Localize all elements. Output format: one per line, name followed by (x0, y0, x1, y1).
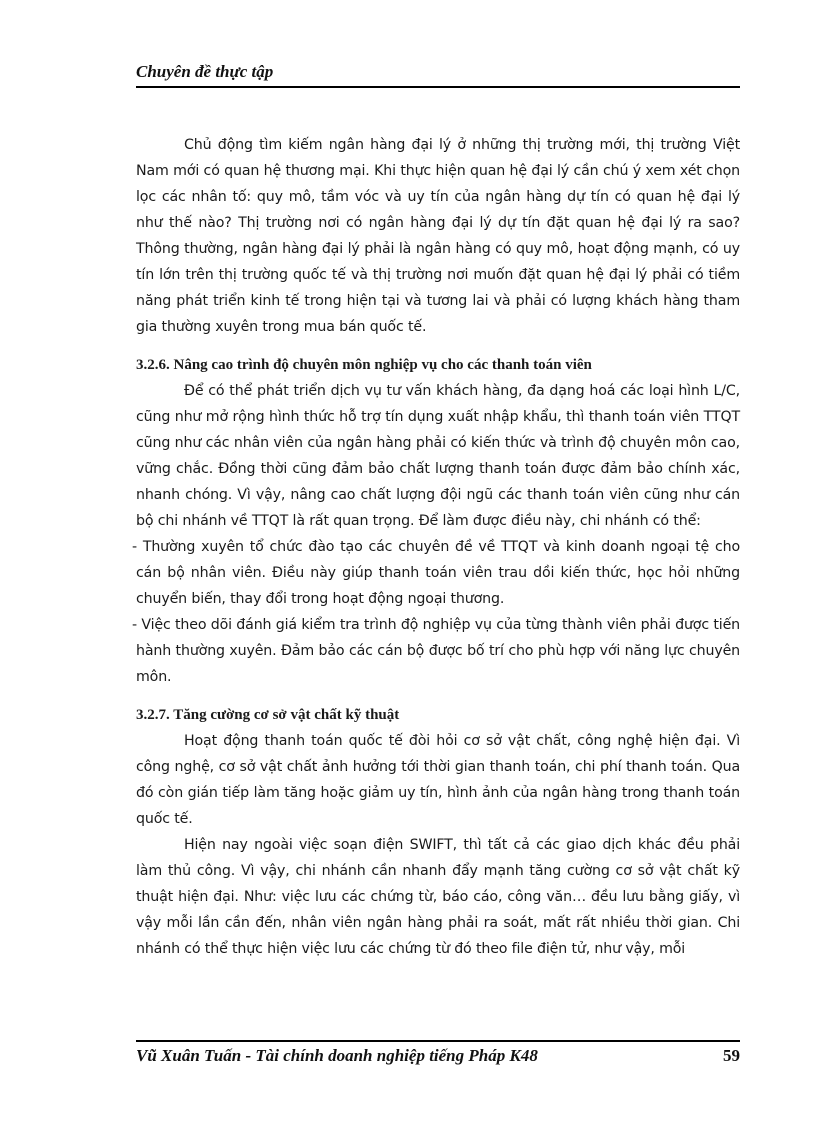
paragraph-staff-training: Để có thể phát triển dịch vụ tư vấn khách hàng, đa dạng hoá các loại hình L/C, cũng như mở rộng hình thức hỗ trợ tín dụng xuất nhập khẩu, thì thanh toán viên TTQT cũng như các nhân viên của ngân hàng phải có kiến thức và trình độ chuyên môn cao, vững chắc. Đồng thời cũng đảm bảo chất lượng thanh toán được đảm bảo chính xác, nhanh chóng. Vì vậy, nâng cao chất lượng đội ngũ các thanh toán viên cũng như cán bộ chi nhánh về TTQT là rất quan trọng. Để làm được điều này, chi nhánh có thể: (136, 383, 740, 529)
section-heading-3-2-6: 3.2.6. Nâng cao trình độ chuyên môn nghiệp vụ cho các thanh toán viên (136, 357, 592, 373)
paragraph-correspondent-banks: Chủ động tìm kiếm ngân hàng đại lý ở những thị trường mới, thị trường Việt Nam mới có quan hệ thương mại. Khi thực hiện quan hệ đại lý cần chú ý xem xét chọn lọc các nhân tố: quy mô, tầm vóc và uy tín của ngân hàng dự tín có quan hệ đại lý như thế nào? Thị trường nơi có ngân hàng đại lý dự tín đặt quan hệ đại lý ra sao? Thông thường, ngân hàng đại lý phải là ngân hàng có quy mô, hoạt động mạnh, có uy tín lớn trên thị trường quốc tế và thị trường nơi muốn đặt quan hệ đại lý phải có tiềm năng phát triển kinh tế trong hiện tại và tương lai và phải có lượng khách hàng tham gia thường xuyên trong mua bán quốc tế. (136, 137, 740, 335)
document-body (132, 132, 740, 962)
page-number: 59 (723, 1046, 740, 1065)
bullet-item-evaluation: - Việc theo dõi đánh giá kiểm tra trình độ nghiệp vụ của từng thành viên phải được tiến hành thường xuyên. Đảm bảo các cán bộ được bố trí cho phù hợp với năng lực chuyên môn. (132, 617, 740, 685)
bullet-item-training: - Thường xuyên tổ chức đào tạo các chuyên đề về TTQT và kinh doanh ngoại tệ cho cán bộ nhân viên. Điều này giúp thanh toán viên trau dồi kiến thức, học hỏi những chuyển biến, thay đổi trong hoạt động ngoại thương. (132, 539, 740, 607)
section-heading-3-2-7: 3.2.7. Tăng cường cơ sở vật chất kỹ thuật (136, 707, 400, 723)
page-header (136, 62, 740, 88)
paragraph-infrastructure: Hoạt động thanh toán quốc tế đòi hỏi cơ sở vật chất, công nghệ hiện đại. Vì công nghệ, cơ sở vật chất ảnh hưởng tới thời gian thanh toán, chi phí thanh toán. Qua đó còn gián tiếp làm tăng hoặc giảm uy tín, hình ảnh của ngân hàng trong thanh toán quốc tế. (136, 733, 740, 827)
footer-author: Vũ Xuân Tuấn - Tài chính doanh nghiệp tiếng Pháp K48 (136, 1046, 538, 1065)
paragraph-swift: Hiện nay ngoài việc soạn điện SWIFT, thì tất cả các giao dịch khác đều phải làm thủ công. Vì vậy, chi nhánh cần nhanh đẩy mạnh tăng cường cơ sở vật chất kỹ thuật hiện đại. Như: việc lưu các chứng từ, báo cáo, công văn… đều lưu bằng giấy, vì vậy mỗi lần cần đến, nhân viên ngân hàng phải ra soát, mất rất nhiều thời gian. Chi nhánh có thể thực hiện việc lưu các chứng từ đó theo file điện tử, như vậy, mỗi (136, 837, 740, 957)
page-footer (136, 1040, 740, 1066)
header-title: Chuyên đề thực tập (136, 62, 274, 81)
